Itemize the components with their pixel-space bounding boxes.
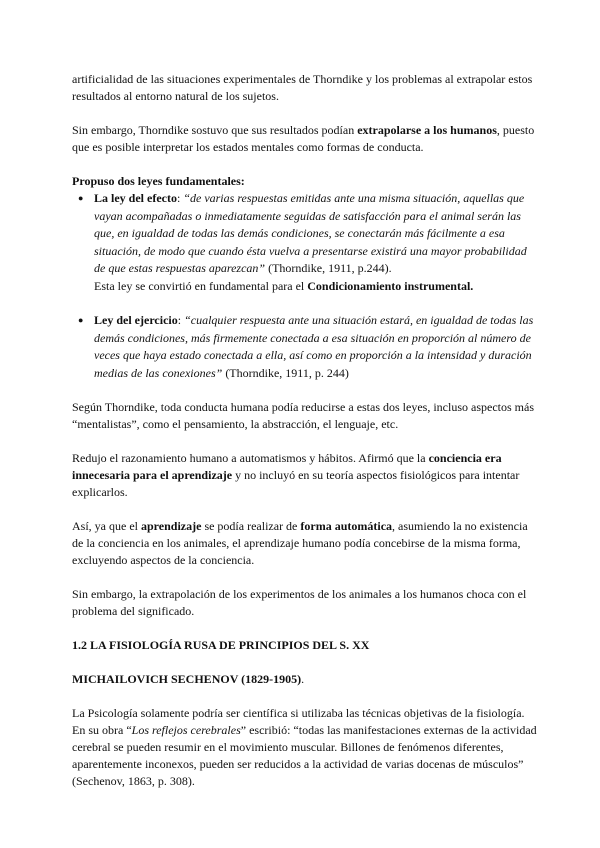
text-run: ” escribió: “todas las manifestaciones externas de la actividad cerebral se pueden resumir en el movimiento muscular. Billones de fenómenos diferentes, aparentemente inconexos, pueden ser reducidos a la actividad de varias docenas de músculos” (Sechenov, 1863, p. 308). bbox=[72, 723, 537, 788]
laws-heading: Propuso dos leyes fundamentales: bbox=[72, 174, 245, 188]
text-run: , asumiendo la no existencia de la conciencia en los animales, el aprendizaje humano podía concebirse de la misma forma, excluyendo aspectos de la conciencia. bbox=[72, 519, 528, 567]
law-quote: “de varias respuestas emitidas ante una misma situación, aquellas que vayan acompañadas o inmediatamente seguidas de satisfacción para el animal serán las que, en igualdad de todas las demás condiciones, se conectarán más fácilmente a esa situación, de modo que cuando ésta vuelva a presentarse existirá una mayor probabilidad de que estas respuestas aparezcan” bbox=[94, 191, 527, 275]
text-run: . bbox=[301, 672, 305, 686]
text-run: Redujo el razonamiento humano a automatismos y hábitos. Afirmó que la bbox=[72, 451, 429, 465]
law-quote: “cualquier respuesta ante una situación estará, en igualdad de todas las demás condiciones, más firmemente conectada a esa situación en proporción al número de veces que haya estado conectada a ella, así como en proporción a la intensidad y duración medias de las conexiones” bbox=[94, 313, 534, 380]
citation: (Thorndike, 1911, p. 244) bbox=[222, 365, 349, 380]
text-run: : bbox=[176, 191, 184, 205]
text-run: , puesto que es posible interpretar los estados mentales como formas de conducta. bbox=[72, 123, 535, 154]
list-item-law-of-effect bbox=[76, 190, 540, 295]
subheading-sechenov bbox=[72, 671, 540, 688]
list-item-law-of-exercise bbox=[76, 312, 540, 382]
law-name: Ley del ejercicio bbox=[94, 313, 178, 327]
paragraph-reflexes bbox=[72, 722, 540, 790]
bold-phrase: Condicionamiento instrumental. bbox=[307, 278, 474, 293]
text-run: se podía realizar de bbox=[201, 519, 301, 533]
paragraph-learning bbox=[72, 518, 540, 569]
bold-phrase: extrapolarse a los humanos bbox=[357, 123, 497, 137]
paragraph-extrapolation bbox=[72, 122, 540, 156]
paragraph-reasoning bbox=[72, 450, 540, 501]
author-name: MICHAILOVICH SECHENOV (1829-1905) bbox=[72, 672, 302, 686]
section-heading: 1.2 LA FISIOLOGÍA RUSA DE PRINCIPIOS DEL S. XX bbox=[72, 638, 370, 652]
text-run: Sin embargo, Thorndike sostuvo que sus resultados podían bbox=[72, 123, 358, 137]
citation: (Thorndike, 1911, p.244). bbox=[265, 261, 392, 275]
bold-phrase: forma automática bbox=[300, 519, 393, 533]
text-run: En su obra “ bbox=[72, 723, 132, 737]
text-run: y no incluyó en su teoría aspectos fisiológicos para intentar explicarlos. bbox=[72, 468, 520, 499]
text-run: Así, ya que el bbox=[72, 519, 141, 533]
text-run: Esta ley se convirtió en fundamental para el bbox=[94, 278, 308, 293]
paragraph-meaning: Sin embargo, la extrapolación de los experimentos de los animales a los humanos choca con el problema del significado. bbox=[72, 587, 527, 618]
paragraph-psychology: La Psicología solamente podría ser científica si utilizaba las técnicas objetivas de la fisiología. bbox=[72, 706, 525, 720]
paragraph-intro: artificialidad de las situaciones experimentales de Thorndike y los problemas al extrapolar estos resultados al entorno natural de los sujetos. bbox=[72, 72, 533, 103]
bold-phrase: conciencia era innecesaria para el aprendizaje bbox=[72, 451, 502, 482]
book-title: Los reflejos cerebrales bbox=[131, 723, 241, 737]
laws-list bbox=[72, 190, 540, 382]
law-name: La ley del efecto bbox=[94, 191, 177, 205]
bold-phrase: aprendizaje bbox=[140, 519, 202, 533]
text-run: : bbox=[177, 313, 185, 327]
paragraph-conduct: Según Thorndike, toda conducta humana podía reducirse a estas dos leyes, incluso aspectos más “mentalistas”, como el pensamiento, la abstracción, el lenguaje, etc. bbox=[72, 400, 534, 431]
